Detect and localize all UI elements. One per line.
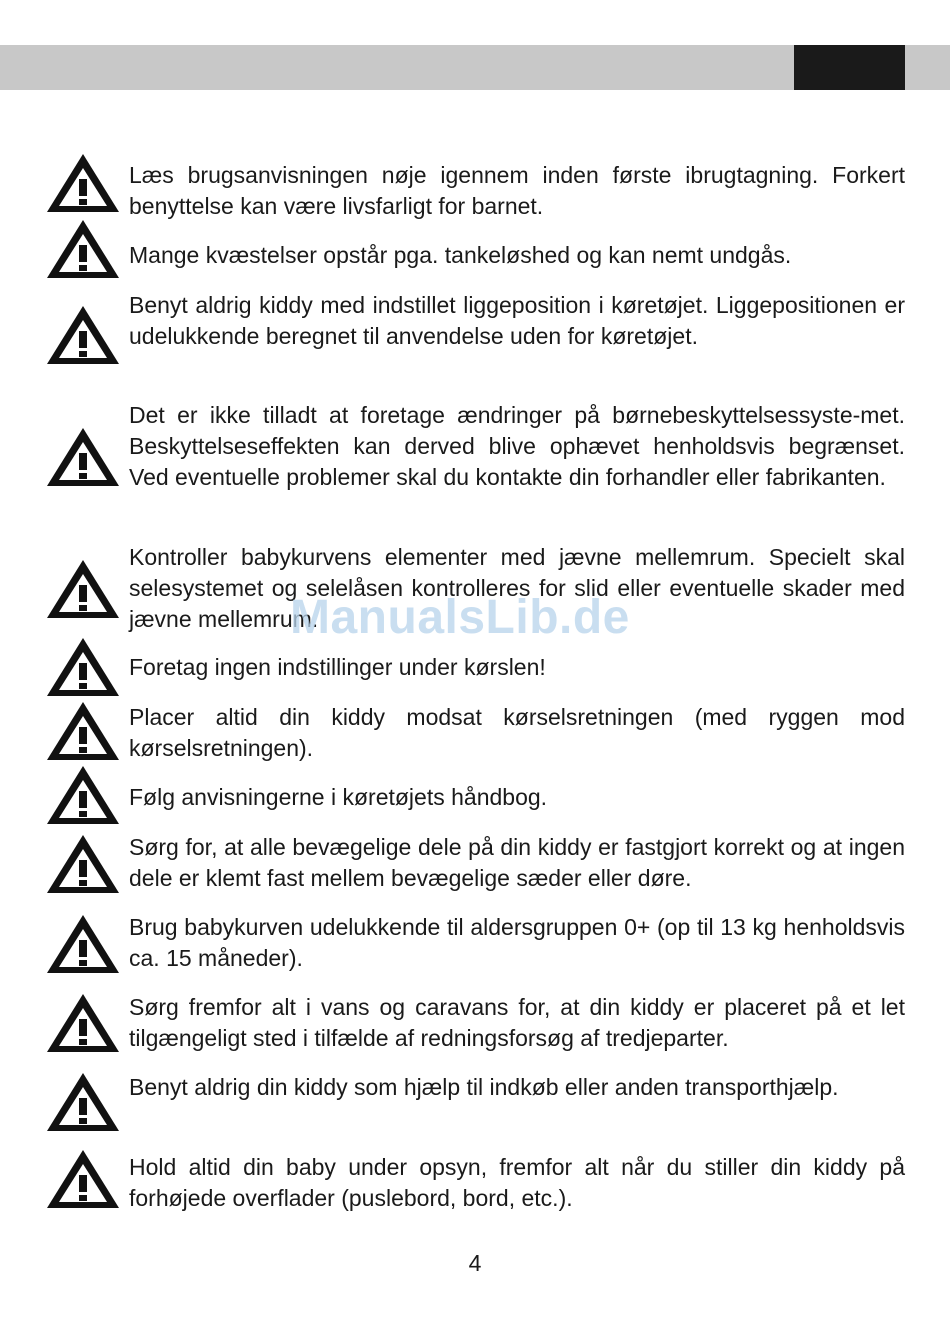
warning-triangle-icon <box>45 992 121 1054</box>
warning-triangle-icon <box>45 764 121 826</box>
warning-text: Det er ikke tilladt at foretage ændringer på børnebeskyttelsessyste-met. Beskyttelseseffekten kan derved blive ophævet henholdsvis begrænset. Ved eventuelle problemer skal du kontakte din forhandler eller fabrikanten. <box>129 402 905 490</box>
warning-triangle-icon <box>45 558 121 620</box>
warning-text: Sørg for, at alle bevægelige dele på din kiddy er fastgjort korrekt og at ingen dele er klemt fast mellem bevægelige sæder eller døre. <box>129 834 905 891</box>
page-number: 4 <box>468 1250 482 1276</box>
warning-text: Placer altid din kiddy modsat kørselsretningen (med ryggen mod kørselsretningen). <box>129 704 905 761</box>
header-tab-block <box>794 45 905 90</box>
warning-triangle-icon <box>45 152 121 214</box>
warning-text: Kontroller babykurvens elementer med jævne mellemrum. Specielt skal selesystemet og selelåsen kontrolleres for slid eller eventuelle skader med jævne mellemrum. <box>129 544 905 632</box>
warning-text: Foretag ingen indstillinger under kørslen! <box>129 654 546 680</box>
warning-text: Læs brugsanvisningen nøje igennem inden første ibrugtagning. Forkert benyttelse kan være livsfarligt for barnet. <box>129 162 905 219</box>
warning-triangle-icon <box>45 636 121 698</box>
watermark: ManualsLib.de <box>290 591 630 644</box>
warning-text: Sørg fremfor alt i vans og caravans for, at din kiddy er placeret på et let tilgængeligt sted i tilfælde af redningsforsøg af tredjeparter. <box>129 994 905 1051</box>
warning-triangle-icon <box>45 833 121 895</box>
warning-triangle-icon <box>45 700 121 762</box>
warning-text: Følg anvisningerne i køretøjets håndbog. <box>129 784 548 810</box>
warning-text: Benyt aldrig kiddy med indstillet liggeposition i køretøjet. Liggepositionen er udelukkende beregnet til anvendelse uden for køretøjet. <box>129 292 905 349</box>
warning-triangle-icon <box>45 304 121 366</box>
warning-text: Benyt aldrig din kiddy som hjælp til indkøb eller anden transporthjælp. <box>129 1074 839 1100</box>
warning-text: Mange kvæstelser opstår pga. tankeløshed og kan nemt undgås. <box>129 242 792 268</box>
warning-triangle-icon <box>45 218 121 280</box>
warning-triangle-icon <box>45 426 121 488</box>
warning-text: Brug babykurven udelukkende til aldersgruppen 0+ (op til 13 kg henholdsvis ca. 15 måneder). <box>129 914 905 971</box>
warning-triangle-icon <box>45 1148 121 1210</box>
warning-triangle-icon <box>45 913 121 975</box>
warning-triangle-icon <box>45 1071 121 1133</box>
warning-text: Hold altid din baby under opsyn, fremfor alt når du stiller din kiddy på forhøjede overflader (puslebord, bord, etc.). <box>129 1154 905 1211</box>
